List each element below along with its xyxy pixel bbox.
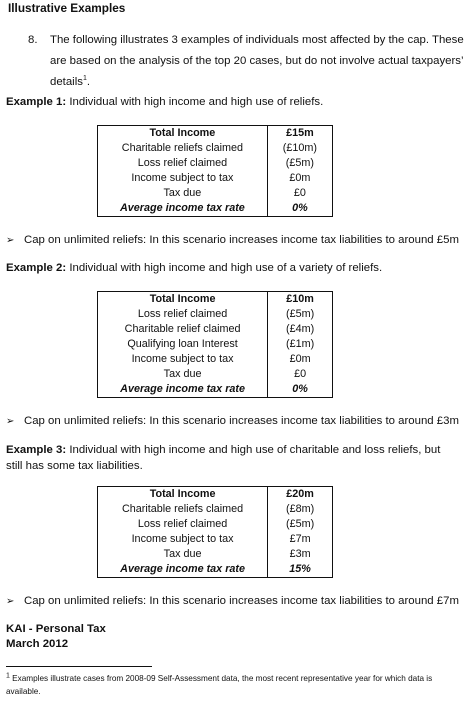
footnote-divider bbox=[6, 666, 152, 667]
row-label: Average income tax rate bbox=[98, 201, 268, 217]
table-row bbox=[98, 367, 333, 382]
footer-date: March 2012 bbox=[6, 638, 69, 650]
section-heading: Illustrative Examples bbox=[8, 1, 126, 15]
row-label: Tax due bbox=[98, 367, 268, 382]
row-value: (£10m) bbox=[282, 142, 317, 154]
footnote-text: Examples illustrate cases from 2008-09 Self-Assessment data, the most recent representative year for which data is available. bbox=[6, 674, 433, 696]
row-value: £20m bbox=[286, 488, 314, 500]
row-value: £0m bbox=[289, 172, 311, 184]
bullet-text: Cap on unlimited reliefs: In this scenario increases income tax liabilities to around £5m bbox=[24, 234, 459, 246]
table-row bbox=[98, 532, 333, 547]
row-value: 0% bbox=[292, 202, 308, 214]
intro-line-2: are based on the analysis of the top 20 cases, but do not involve actual taxpayers’ bbox=[50, 55, 464, 67]
row-label: Average income tax rate bbox=[98, 382, 268, 398]
row-value: (£5m) bbox=[285, 518, 315, 530]
footnote-reference: 1 bbox=[82, 75, 87, 83]
row-label: Loss relief claimed bbox=[98, 517, 268, 532]
example-1-description: Individual with high income and high use of reliefs. bbox=[66, 96, 324, 108]
example-2-table bbox=[97, 291, 333, 398]
arrow-bullet-icon: ➢ bbox=[6, 416, 15, 427]
row-label: Income subject to tax bbox=[98, 171, 268, 186]
row-label: Qualifying loan Interest bbox=[98, 337, 268, 352]
table-row bbox=[98, 186, 333, 201]
row-value: 0% bbox=[292, 383, 308, 395]
row-label: Total Income bbox=[98, 126, 268, 142]
table-row bbox=[98, 201, 333, 217]
example-2-label: Example 2: bbox=[6, 262, 67, 274]
intro-line-1: The following illustrates 3 examples of individuals most affected by the cap. These bbox=[50, 34, 464, 46]
footnote-marker: 1 bbox=[6, 672, 10, 680]
row-label: Total Income bbox=[98, 487, 268, 503]
example-1-bullet bbox=[6, 234, 459, 246]
paragraph-number: 8. bbox=[28, 34, 38, 46]
row-value: (£5m) bbox=[285, 308, 315, 320]
example-3-table bbox=[97, 486, 333, 578]
table-row bbox=[98, 502, 333, 517]
arrow-bullet-icon: ➢ bbox=[6, 596, 15, 607]
example-2-bullet bbox=[6, 415, 459, 427]
bullet-text: Cap on unlimited reliefs: In this scenario increases income tax liabilities to around £3m bbox=[24, 415, 459, 427]
example-2-heading bbox=[6, 262, 382, 274]
intro-line-3-end: . bbox=[86, 76, 91, 88]
row-value: (£8m) bbox=[285, 503, 315, 515]
example-1-table bbox=[97, 125, 333, 217]
table-row bbox=[98, 517, 333, 532]
arrow-bullet-icon: ➢ bbox=[6, 235, 15, 246]
row-label: Charitable reliefs claimed bbox=[98, 502, 268, 517]
table-row bbox=[98, 141, 333, 156]
table-row bbox=[98, 126, 333, 142]
row-value: £15m bbox=[286, 127, 314, 139]
example-3-heading bbox=[6, 442, 458, 474]
row-value: £7m bbox=[289, 533, 311, 545]
row-value: £0 bbox=[294, 368, 307, 380]
row-value: 15% bbox=[289, 563, 311, 575]
row-label: Income subject to tax bbox=[98, 532, 268, 547]
table-row bbox=[98, 337, 333, 352]
table-row bbox=[98, 382, 333, 398]
footnote bbox=[6, 672, 446, 698]
example-1-label: Example 1: bbox=[6, 96, 67, 108]
document-footer bbox=[6, 622, 106, 652]
footer-department: KAI - Personal Tax bbox=[6, 623, 106, 635]
intro-paragraph bbox=[28, 30, 464, 93]
row-value: (£4m) bbox=[285, 323, 315, 335]
row-label: Total Income bbox=[98, 292, 268, 308]
table-row bbox=[98, 487, 333, 503]
intro-line-3-text: details bbox=[50, 76, 83, 88]
row-value: £0m bbox=[289, 353, 311, 365]
example-1-heading bbox=[6, 96, 323, 108]
row-value: (£5m) bbox=[285, 157, 314, 169]
table-row bbox=[98, 292, 333, 308]
row-value: £10m bbox=[286, 293, 314, 305]
intro-line-3 bbox=[50, 72, 450, 93]
example-2-description: Individual with high income and high use of a variety of reliefs. bbox=[66, 262, 383, 274]
example-3-description: Individual with high income and high use of charitable and loss reliefs, but still has some tax liabilities. bbox=[6, 444, 441, 472]
example-3-bullet bbox=[6, 595, 459, 607]
row-label: Tax due bbox=[98, 547, 268, 562]
row-label: Charitable relief claimed bbox=[98, 322, 268, 337]
row-label: Income subject to tax bbox=[98, 352, 268, 367]
table-row bbox=[98, 547, 333, 562]
row-value: (£1m) bbox=[285, 338, 315, 350]
table-row bbox=[98, 562, 333, 578]
row-label: Tax due bbox=[98, 186, 268, 201]
row-label: Loss relief claimed bbox=[98, 307, 268, 322]
row-label: Charitable reliefs claimed bbox=[98, 141, 268, 156]
table-row bbox=[98, 352, 333, 367]
table-row bbox=[98, 156, 333, 171]
table-row bbox=[98, 307, 333, 322]
example-3-label: Example 3: bbox=[6, 444, 67, 456]
bullet-text: Cap on unlimited reliefs: In this scenario increases income tax liabilities to around £7m bbox=[24, 595, 459, 607]
row-label: Average income tax rate bbox=[98, 562, 268, 578]
row-value: £0 bbox=[293, 187, 306, 199]
row-label: Loss relief claimed bbox=[98, 156, 268, 171]
row-value: £3m bbox=[289, 548, 311, 560]
table-row bbox=[98, 171, 333, 186]
table-row bbox=[98, 322, 333, 337]
